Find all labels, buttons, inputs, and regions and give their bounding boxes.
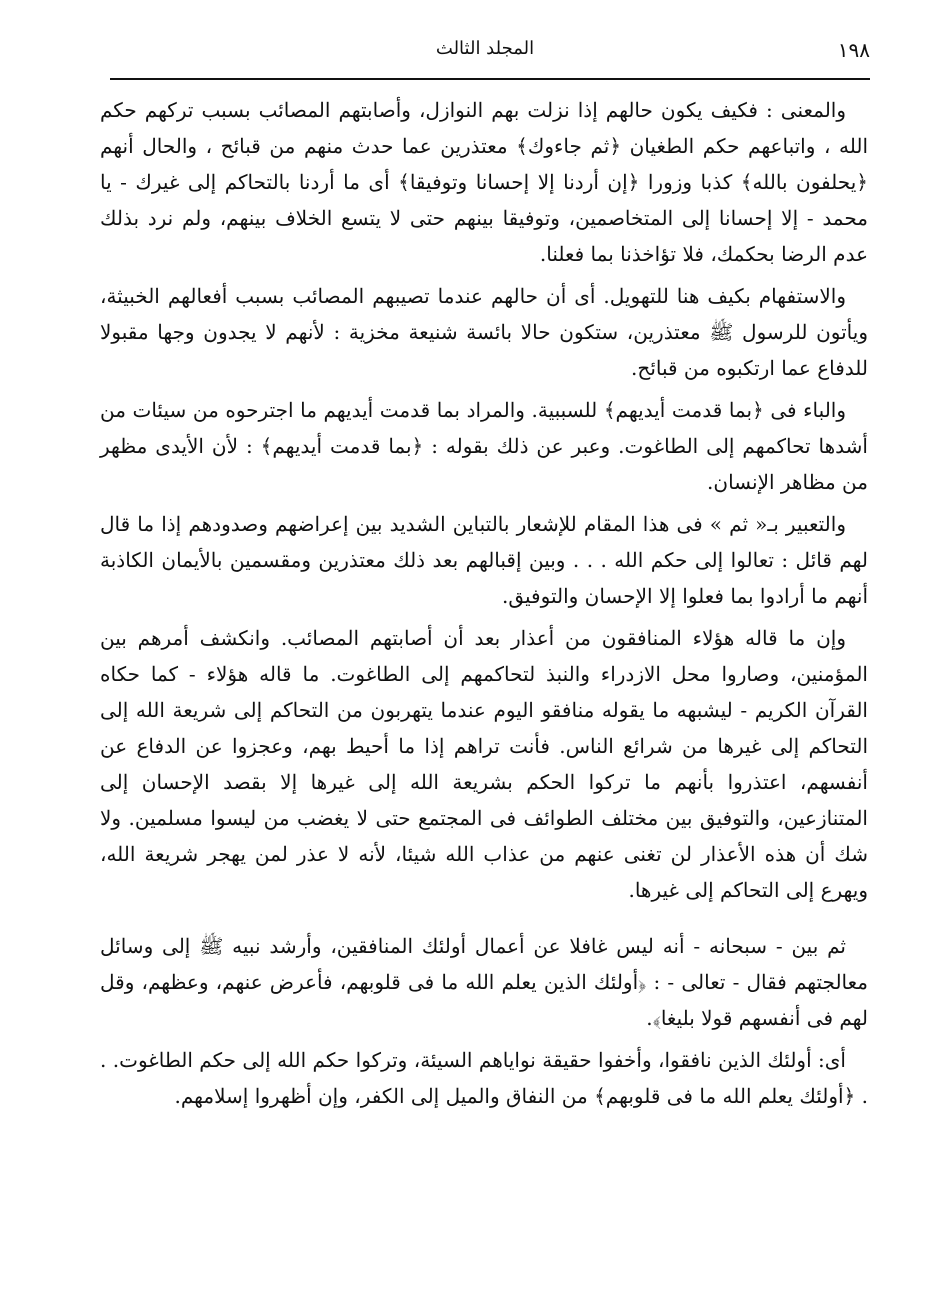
body-text [100, 92, 868, 1114]
paragraph-gap [100, 914, 868, 928]
paragraph-3: والباء فى ﴿بما قدمت أيديهم﴾ للسببية. والمراد بما قدمت أيديهم ما اجترحوه من سيئات من أشدها تحاكمهم إلى الطاغوت. وعبر عن ذلك بقوله : ﴿بما قدمت أيديهم﴾ : لأن الأيدى مظهر من مظاهر الإنسان. [100, 398, 868, 494]
page-header [100, 30, 870, 70]
paragraph-1: والمعنى : فكيف يكون حالهم إذا نزلت بهم النوازل، وأصابتهم المصائب بسبب تركهم حكم الله ، واتباعهم حكم الطغيان ﴿ثم جاءوك﴾ معتذرين عما حدث منهم من قبائح ، والحال أنهم ﴿يحلفون بالله﴾ كذبا وزورا ﴿إن أردنا إلا إحسانا وتوفيقا﴾ أى ما أردنا بالتحاكم إلى غيرك - يا محمد - إلا إحسانا إلى المتخاصمين، وتوفيقا بينهم حتى لا يتسع الخلاف بينهم، ولم نرد بذلك عدم الرضا بحكمك، فلا تؤاخذنا بما فعلنا. [100, 98, 868, 266]
header-divider [110, 78, 870, 80]
volume-title: المجلد الثالث [435, 38, 535, 59]
paragraph-5: وإن ما قاله هؤلاء المنافقون من أعذار بعد أن أصابتهم المصائب. وانكشف أمرهم بين المؤمنين، وصاروا محل الازدراء والنبذ لتحاكمهم إلى الطاغوت. ما قاله هؤلاء - كما حكاه القرآن الكريم - ليشبهه ما يقوله منافقو اليوم عندما يتهربون من التحاكم إلى شريعة الله إلى التحاكم إلى غيرها من شرائع الناس. فأنت تراهم إذا ما أحيط بهم، وعجزوا عن الدفاع عن أنفسهم، اعتذروا بأنهم ما تركوا الحكم بشريعة الله إلى غيرها إلا بقصد الإحسان إلى المتنازعين، والتوفيق بين مختلف الطوائف فى المجتمع حتى لا يغضب من ليسوا مسلمين. ولا شك أن هذه الأعذار لن تغنى عنهم من عذاب الله شيئا، لأنه لا عذر لمن يهجر شريعة الله، ويهرع إلى التحاكم إلى غيرها. [100, 626, 868, 902]
paragraph-7: أى: أولئك الذين نافقوا، وأخفوا حقيقة نواياهم السيئة، وتركوا حكم الله إلى حكم الطاغوت. . . ﴿أولئك يعلم الله ما فى قلوبهم﴾ من النفاق والميل إلى الكفر، وإن أظهروا إسلامهم. [100, 1048, 868, 1108]
paragraph-2: والاستفهام بكيف هنا للتهويل. أى أن حالهم عندما تصيبهم المصائب بسبب أفعالهم الخبيثة، ويأتون للرسول ﷺ معتذرين، ستكون حالا بائسة شنيعة مخزية : لأنهم لا يجدون وجها مقبولا للدفاع عما ارتكبوه من قبائح. [100, 284, 868, 380]
page-number: ١٩٨ [837, 38, 870, 62]
paragraph-6: ثم بين - سبحانه - أنه ليس غافلا عن أعمال أولئك المنافقين، وأرشد نبيه ﷺ إلى وسائل معالجتهم فقال - تعالى - : ﴿أولئك الذين يعلم الله ما فى قلوبهم، فأعرض عنهم، وعظهم، وقل لهم فى أنفسهم قولا بليغا﴾. [100, 934, 868, 1030]
paragraph-4: والتعبير بـ« ثم » فى هذا المقام للإشعار بالتباين الشديد بين إعراضهم وصدودهم إذا ما قال لهم قائل : تعالوا إلى حكم الله . . . وبين إقبالهم بعد ذلك معتذرين ومقسمين بالأيمان الكاذبة أنهم ما أرادوا بما فعلوا إلا الإحسان والتوفيق. [100, 512, 868, 608]
